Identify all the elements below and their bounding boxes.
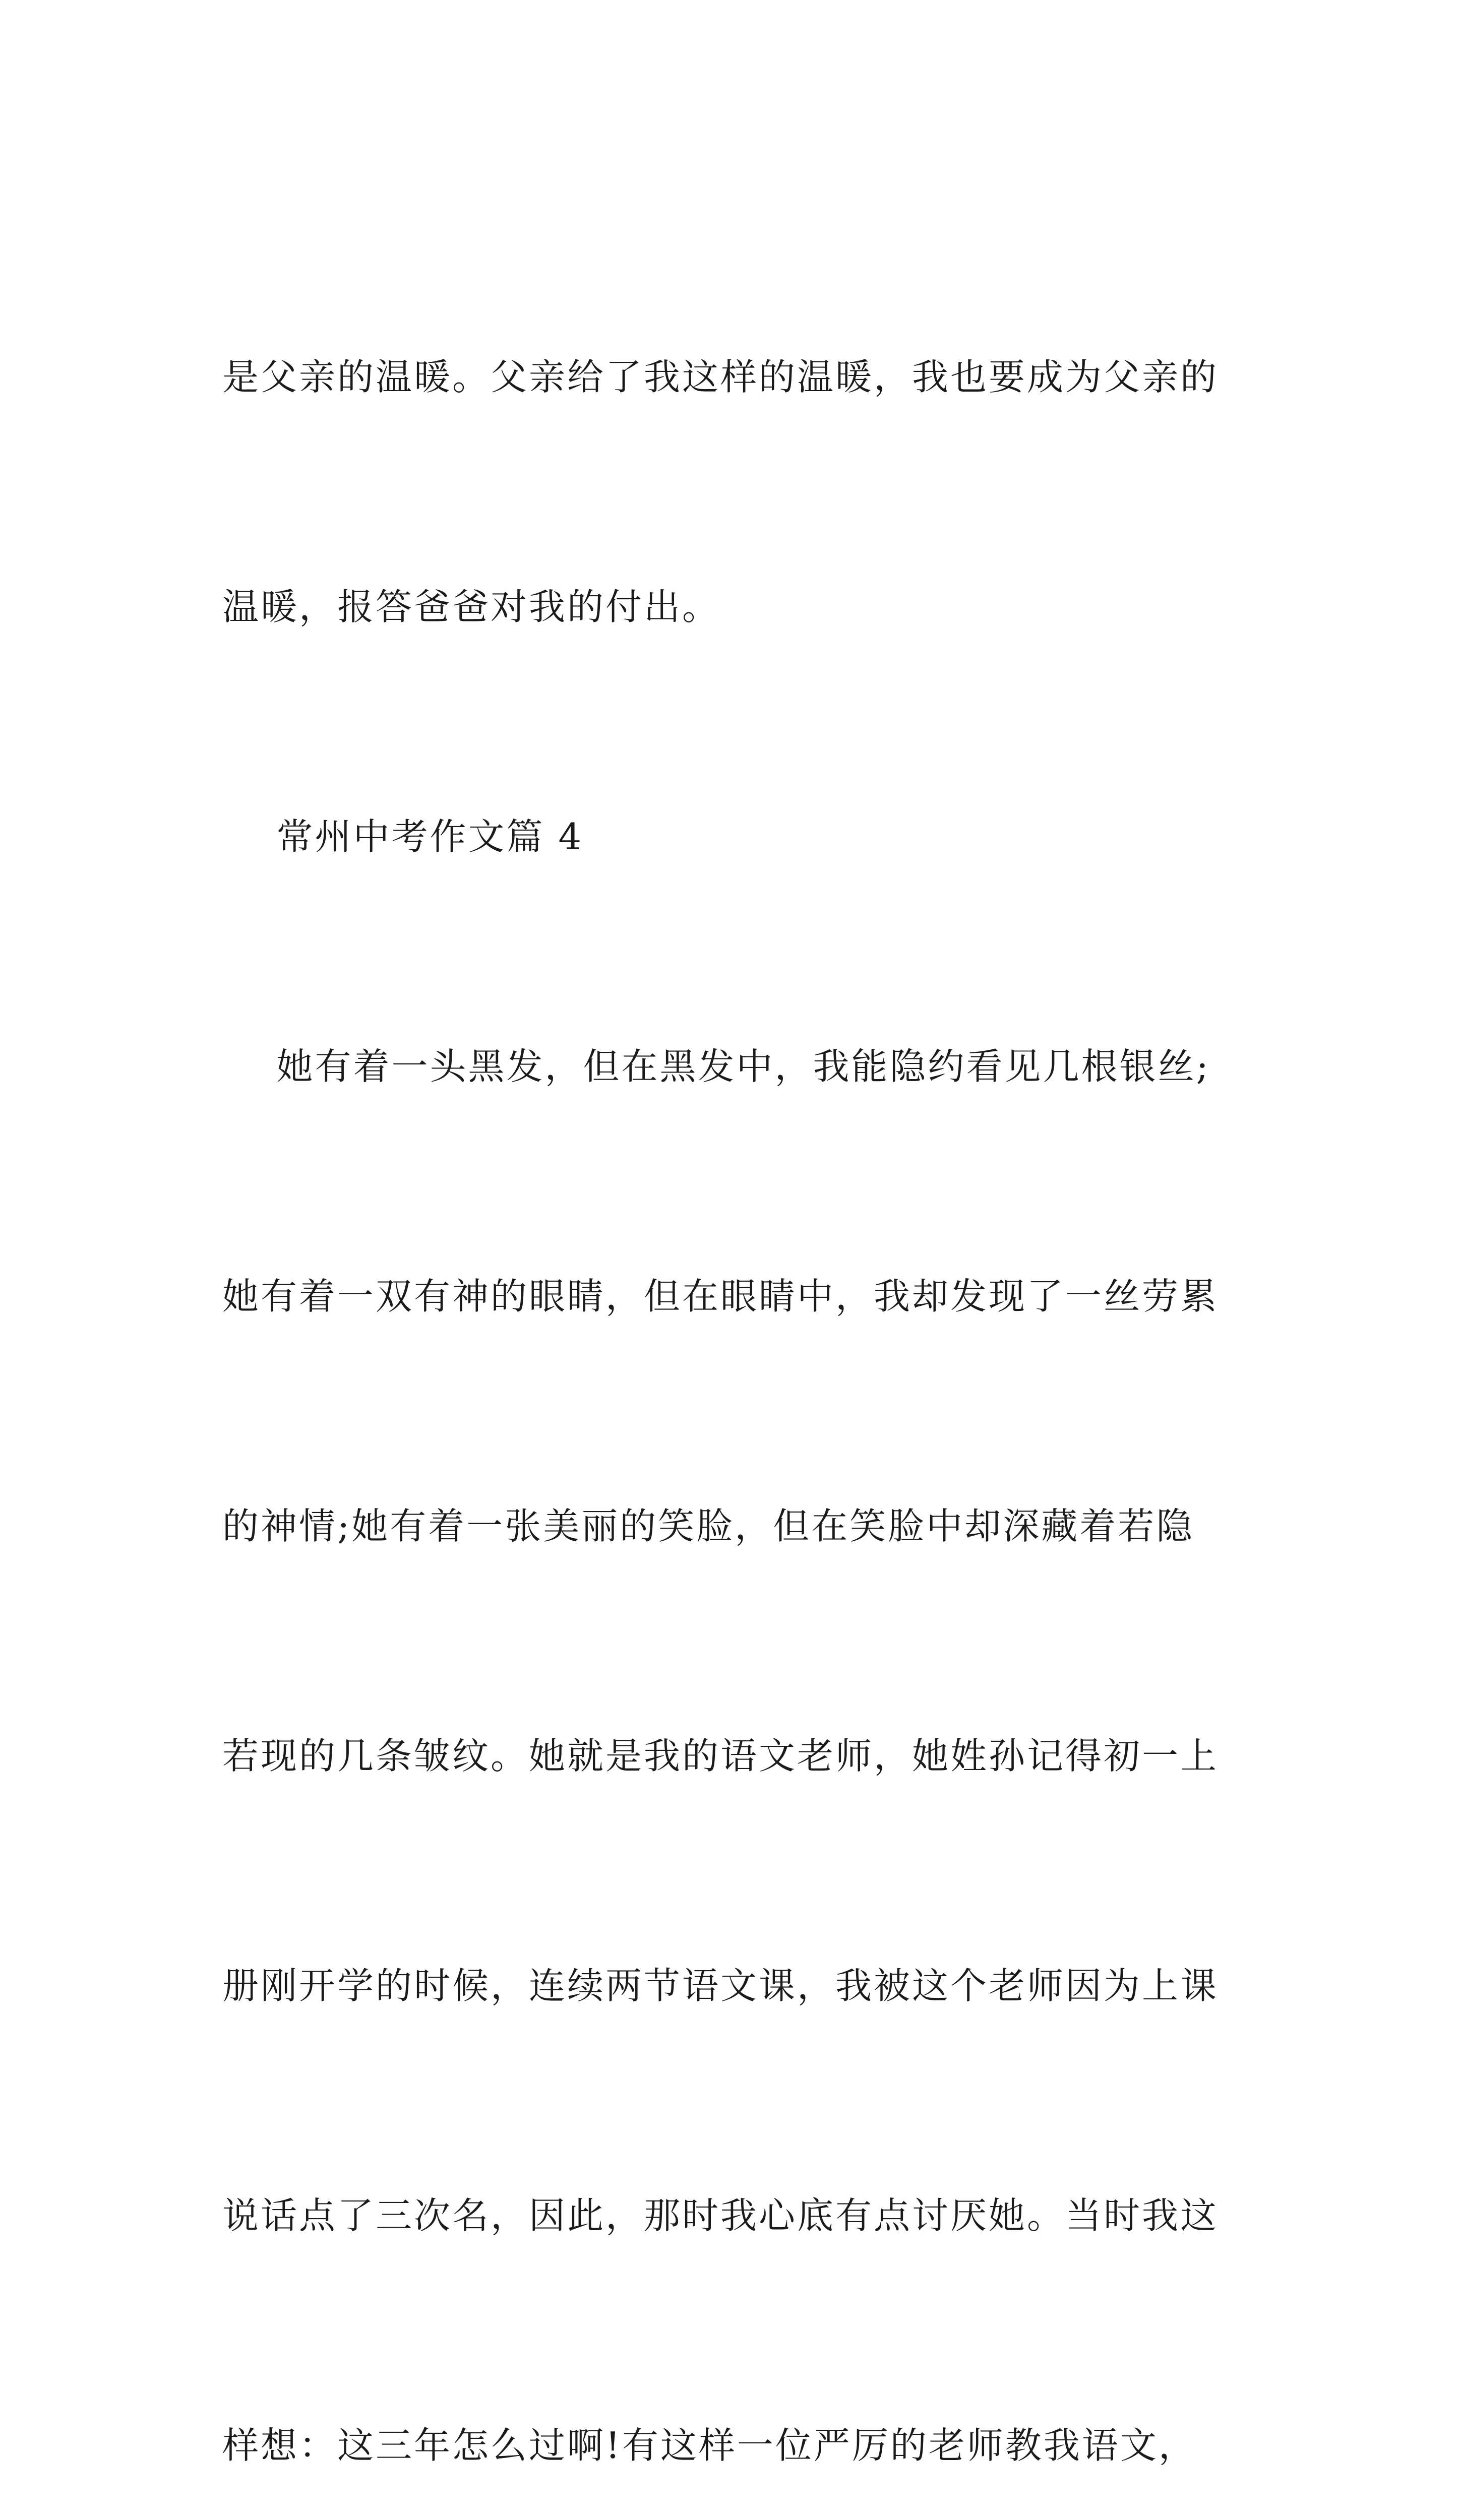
text-line: 温暖，报答爸爸对我的付出。 bbox=[222, 586, 721, 628]
text-line: 若现的几条皱纹。她就是我的语文老师，她姓孙记得初一上 bbox=[222, 1735, 1219, 1777]
section-heading: 常州中考作文篇 4 bbox=[222, 815, 584, 858]
text-line: 样想：这三年怎么过啊!有这样一位严厉的老师教我语文， bbox=[222, 2424, 1197, 2467]
text-line: 她有着一双有神的眼睛，但在眼睛中，我却发现了一丝劳累 bbox=[222, 1275, 1219, 1317]
text-line: 她有着一头黑发，但在黑发中，我能隐约看见几根银丝; bbox=[222, 1045, 1210, 1088]
body-text-block bbox=[222, 185, 1251, 2520]
text-line: 册刚开学的时候，连续两节语文课，我被这个老师因为上课 bbox=[222, 1965, 1219, 2007]
text-line: 的神情;她有着一张美丽的笑脸，但在笑脸中却深藏着若隐 bbox=[222, 1505, 1195, 1547]
text-line: 说话点了三次名，因此，那时我心底有点讨厌她。当时我这 bbox=[222, 2194, 1219, 2237]
text-line: 是父亲的温暖。父亲给了我这样的温暖，我也要成为父亲的 bbox=[222, 356, 1219, 398]
